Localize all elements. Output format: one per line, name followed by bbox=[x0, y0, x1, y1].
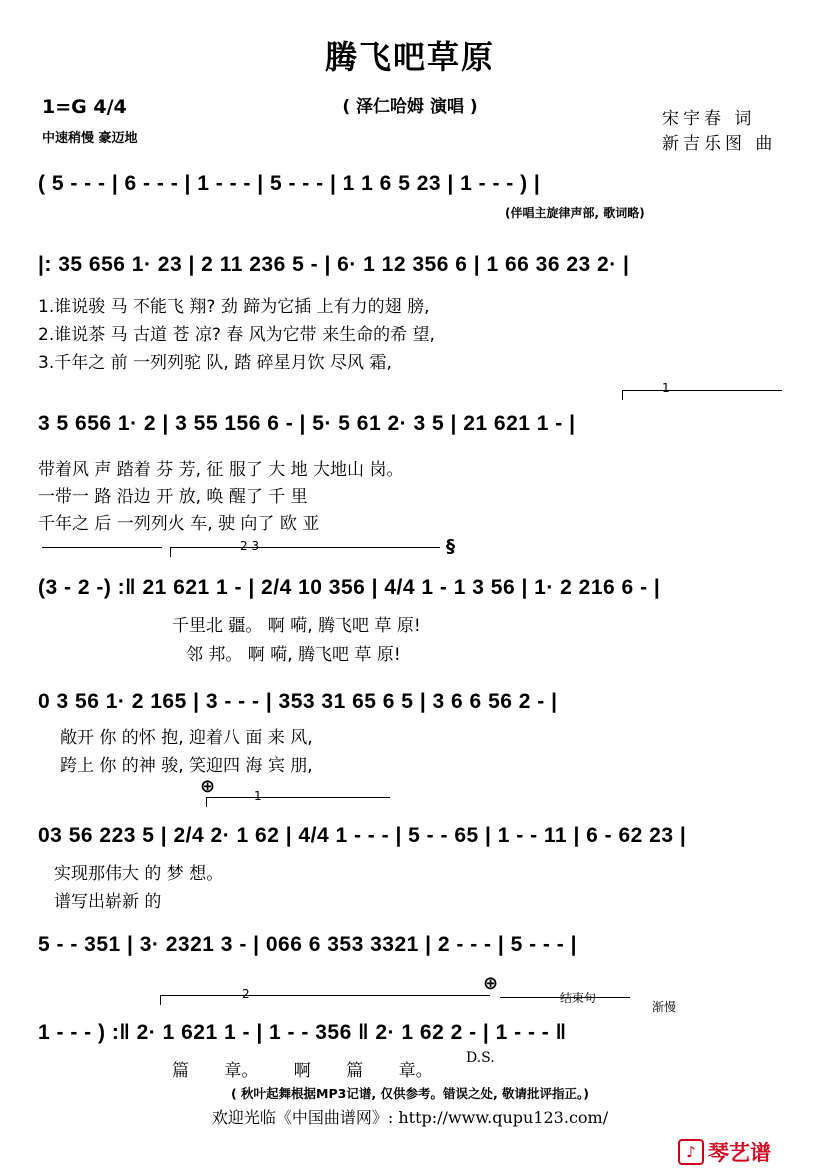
coda-sign: ⊕ bbox=[200, 776, 216, 797]
system-8-notes: 1 - - - ) :‖ 2· 1 621 1 - | 1 - - 356 ‖ 2· 1 62 2 - | 1 - - - ‖ bbox=[38, 1021, 567, 1044]
volta-bracket-2b bbox=[160, 995, 490, 996]
ritardando-mark: 渐慢 bbox=[652, 1000, 677, 1014]
song-title: 腾飞吧草原 bbox=[324, 38, 495, 76]
website-line: 欢迎光临《中国曲谱网》: http://www.qupu123.com/ bbox=[211, 1108, 609, 1127]
volta-tick bbox=[170, 547, 171, 557]
system-3-lyric-3: 千年之 后 一列列火 车, 驶 向了 欧 亚 bbox=[38, 514, 320, 534]
ds-mark: D.S. bbox=[466, 1050, 495, 1066]
ending-label: 结束句 bbox=[560, 991, 597, 1005]
segno-sign: § bbox=[446, 536, 455, 557]
composer-credit: 新吉乐图 曲 bbox=[662, 134, 777, 154]
system-7-notes: 5 - - 351 | 3· 2321 3 - | 066 6 353 3321 | 2 - - - | 5 - - - | bbox=[38, 933, 577, 956]
system-4-lyric-2: 邻 邦。 啊 嗬, 腾飞吧 草 原! bbox=[186, 645, 401, 665]
volta-tick bbox=[160, 995, 161, 1005]
volta-label-1b: 1 bbox=[254, 789, 262, 803]
system-5-notes: 0 3 56 1· 2 165 | 3 - - - | 353 31 65 6 5 | 3 6 6 56 2 - | bbox=[38, 690, 558, 713]
lyricist-credit: 宋宇春 词 bbox=[662, 109, 756, 129]
coda-sign-2: ⊕ bbox=[483, 973, 499, 994]
system-8-lyric-1: 篇 章。 啊 篇 章。 bbox=[172, 1061, 433, 1081]
transcription-note: ( 秋叶起舞根据MP3记谱, 仅供参考。错误之处, 敬请批评指正。) bbox=[230, 1086, 590, 1101]
site-logo bbox=[678, 1137, 771, 1167]
system-3-notes: 3 5 656 1· 2 | 3 55 156 6 - | 5· 5 61 2· 3 5 | 21 621 1 - | bbox=[38, 412, 576, 435]
volta-label-2b: 2 bbox=[242, 987, 250, 1001]
system-6-lyric-1: 实现那伟大 的 梦 想。 bbox=[54, 864, 224, 884]
system-5-lyric-2: 跨上 你 的神 骏, 笑迎四 海 宾 朋, bbox=[60, 756, 313, 776]
music-note-icon: ♪ bbox=[678, 1139, 704, 1165]
system-2-notes: |: 35 656 1· 23 | 2 11 236 5 - | 6· 1 12 356 6 | 1 66 36 23 2· | bbox=[38, 253, 630, 276]
system-2-lyric-1: 1.谁说骏 马 不能飞 翔? 劲 蹄为它插 上有力的翅 膀, bbox=[38, 297, 430, 317]
tempo-marking: 中速稍慢 豪迈地 bbox=[42, 131, 138, 146]
system-6-lyric-2: 谱写出崭新 的 bbox=[54, 892, 162, 912]
system-5-lyric-1: 敞开 你 的怀 抱, 迎着八 面 来 风, bbox=[60, 728, 313, 748]
system-4-lyric-1: 千里北 疆。 啊 嗬, 腾飞吧 草 原! bbox=[172, 616, 421, 636]
performer: ( 泽仁哈姆 演唱 ) bbox=[342, 97, 478, 117]
key-signature: 1=G 4/4 bbox=[42, 96, 127, 118]
logo-text: 琴艺谱 bbox=[708, 1141, 771, 1165]
volta-bracket-a bbox=[42, 547, 162, 548]
volta-bracket-2-3 bbox=[170, 547, 440, 548]
system-2-lyric-3: 3.千年之 前 一列列驼 队, 踏 碎星月饮 尽风 霜, bbox=[38, 353, 392, 373]
volta-tick bbox=[206, 797, 207, 807]
system-2-lyric-2: 2.谁说茶 马 古道 苍 凉? 春 风为它带 来生命的希 望, bbox=[38, 325, 435, 345]
volta-label-2-3: 2 3 bbox=[240, 539, 260, 553]
volta-label-1: 1 bbox=[662, 381, 670, 395]
volta-bracket-1b bbox=[206, 797, 390, 798]
volta-bracket-1 bbox=[622, 390, 782, 391]
intro-annotation: (伴唱主旋律声部, 歌词略) bbox=[505, 206, 645, 220]
volta-tick bbox=[622, 390, 623, 400]
system-3-lyric-2: 一带一 路 沿边 开 放, 唤 醒了 千 里 bbox=[38, 487, 308, 507]
intro-notes: ( 5 - - - | 6 - - - | 1 - - - | 5 - - - | 1 1 6 5 23 | 1 - - - ) | bbox=[38, 172, 541, 195]
system-3-lyric-1: 带着风 声 踏着 芬 芳, 征 服了 大 地 大地山 岗。 bbox=[38, 460, 404, 480]
system-6-notes: 03 56 223 5 | 2/4 2· 1 62 | 4/4 1 - - - | 5 - - 65 | 1 - - 11 | 6 - 62 23 | bbox=[38, 824, 687, 847]
system-4-notes: (3 - 2 -) :‖ 21 621 1 - | 2/4 10 356 | 4/4 1 - 1 3 56 | 1· 2 216 6 - | bbox=[38, 576, 661, 599]
